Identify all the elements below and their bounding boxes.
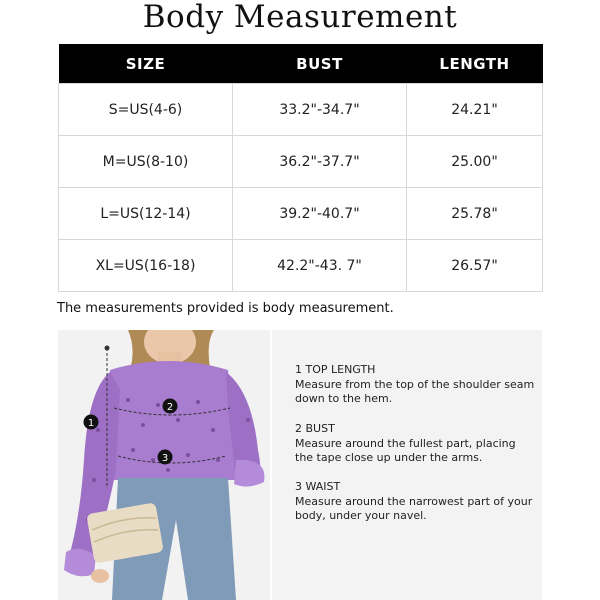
marker-3	[158, 450, 173, 465]
bust-cell: 33.2"-34.7"	[233, 84, 407, 136]
guide-bust	[295, 422, 535, 466]
guide-heading: 2 BUST	[295, 422, 335, 435]
size-cell: S=US(4-6)	[59, 84, 233, 136]
table-row	[59, 240, 543, 292]
marker-1	[84, 415, 99, 430]
size-chart-table	[58, 44, 543, 292]
measurement-note: The measurements provided is body measurement.	[57, 301, 394, 316]
table-row	[59, 188, 543, 240]
measurement-guide-panel	[272, 330, 542, 600]
bust-cell: 42.2"-43. 7"	[233, 240, 407, 292]
guide-heading: 1 TOP LENGTH	[295, 363, 376, 376]
size-cell: L=US(12-14)	[59, 188, 233, 240]
size-cell: M=US(8-10)	[59, 136, 233, 188]
guide-description: Measure around the fullest part, placing the tape close up under the arms.	[295, 436, 516, 464]
bust-cell: 36.2"-37.7"	[233, 136, 407, 188]
guide-heading: 3 WAIST	[295, 480, 341, 493]
model-illustration	[58, 330, 270, 600]
length-cell: 25.78"	[407, 188, 543, 240]
length-cell: 24.21"	[407, 84, 543, 136]
marker-2	[163, 399, 178, 414]
header-length: LENGTH	[407, 44, 543, 84]
marker-1-label: 1	[87, 418, 95, 429]
size-cell: XL=US(16-18)	[59, 240, 233, 292]
table-row	[59, 136, 543, 188]
table-header-row	[59, 44, 543, 84]
header-size: SIZE	[59, 44, 233, 84]
guide-description: Measure around the narrowest part of your body, under your navel.	[295, 494, 533, 522]
length-cell: 26.57"	[407, 240, 543, 292]
table-row	[59, 84, 543, 136]
guide-top-length	[295, 363, 535, 407]
page-title: Body Measurement	[142, 0, 458, 35]
header-bust: BUST	[233, 44, 407, 84]
bust-cell: 39.2"-40.7"	[233, 188, 407, 240]
guide-description: Measure from the top of the shoulder seam down to the hem.	[295, 377, 535, 405]
marker-2-label: 2	[166, 402, 174, 413]
model-photo	[58, 330, 270, 600]
guide-waist	[295, 480, 535, 524]
length-cell: 25.00"	[407, 136, 543, 188]
marker-3-label: 3	[161, 453, 169, 464]
